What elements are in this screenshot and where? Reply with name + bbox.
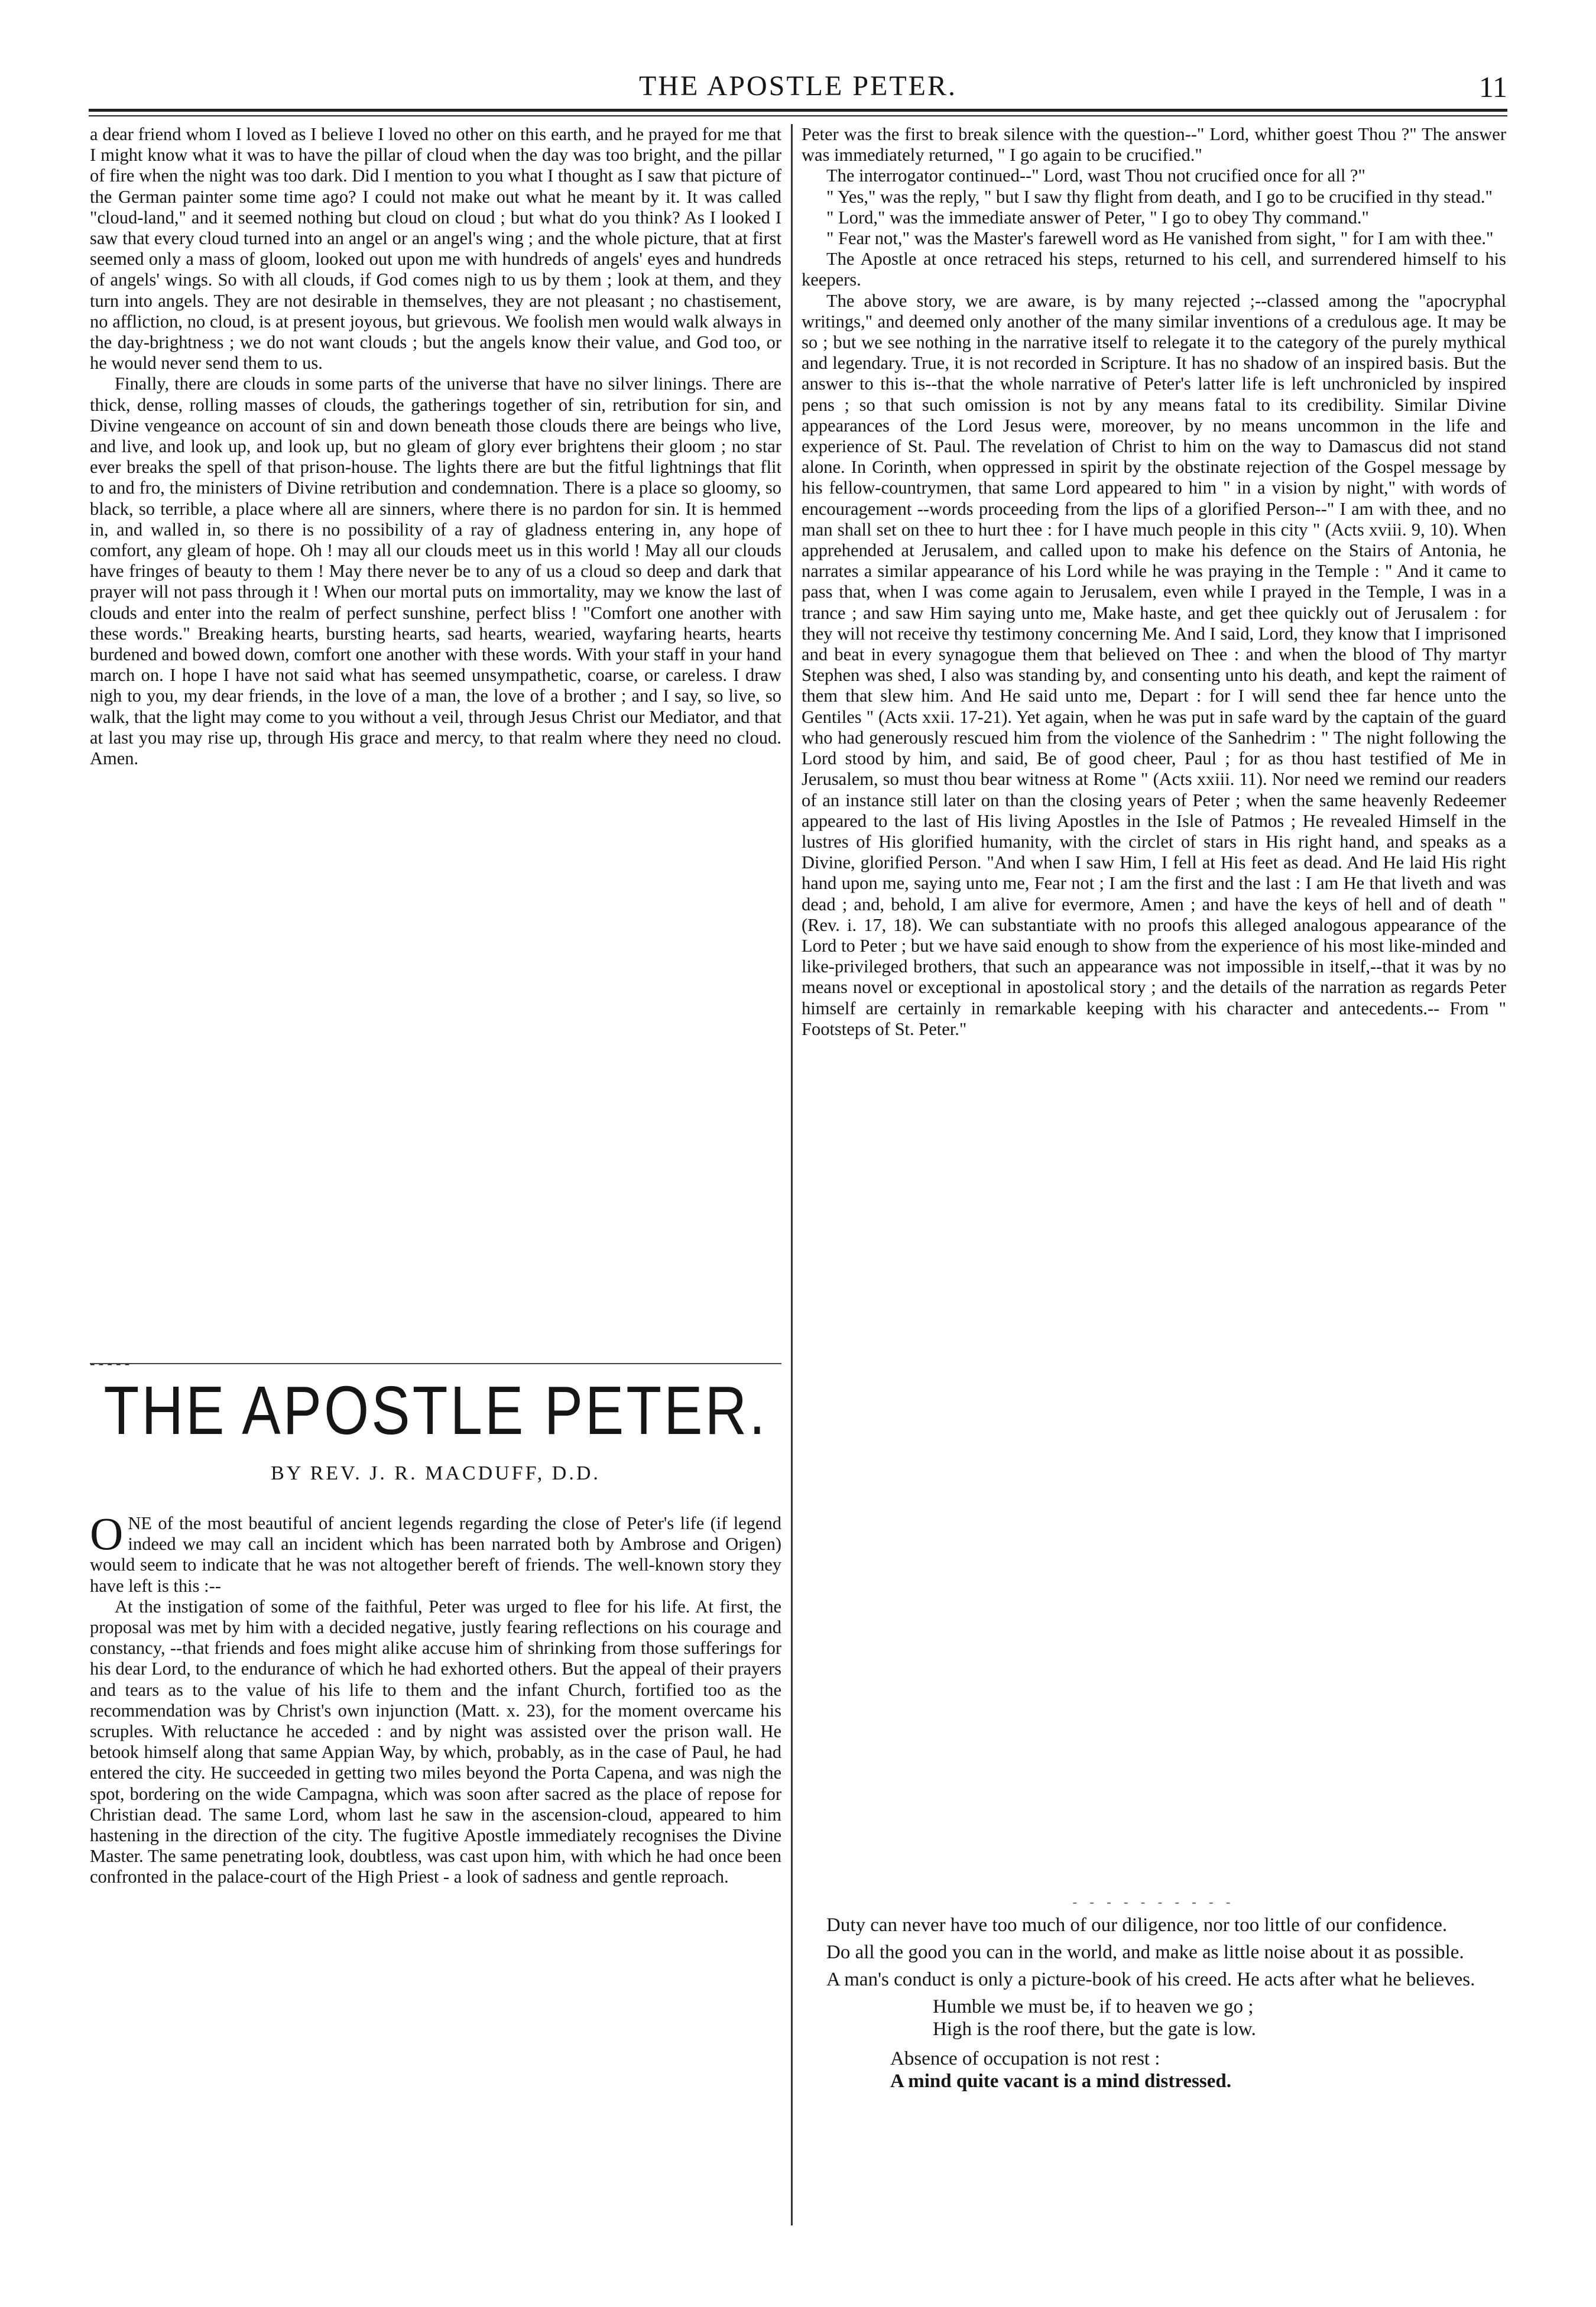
maxims-section — [802, 1914, 1506, 2092]
verse-line: Absence of occupation is not rest : — [890, 2048, 1160, 2069]
paragraph: " Lord," was the immediate answer of Peter, " I go to obey Thy command." — [826, 207, 1369, 228]
running-title: THE APOSTLE PETER. — [638, 70, 957, 102]
verse-line: High is the roof there, but the gate is low. — [933, 2019, 1256, 2040]
verse-line: A mind quite vacant is a mind distressed. — [890, 2071, 1231, 2092]
maxim: Duty can never have too much of our diligence, nor too little of our confidence. — [826, 1915, 1448, 1936]
right-column — [802, 124, 1506, 1040]
section-rule — [90, 1363, 781, 1364]
article-byline: BY REV. J. R. MACDUFF, D.D. — [271, 1462, 601, 1484]
paragraph: The above story, we are aware, is by many rejected ;--classed among the "apocryphal writings," and deemed only another of the many similar inventions of a credulous age. It may be so ; but we see nothing in the narrative itself to relegate it to the category of the purely mythical and legendary. True, it is not recorded in Scripture. It has no shadow of an inspired basis. But the answer to this is--that the whole narrative of Peter's latter life is left unchronicled by inspired pens ; so that such omission is not by any means fatal to its credibility. Similar Divine appearances of the Lord Jesus were, moreover, by no means uncommon in the life and experience of St. Paul. The revelation of Christ to him on the way to Damascus did not stand alone. In Corinth, when oppressed in spirit by the obstinate rejection of the Gospel message by his fellow-countrymen, that same Lord appeared to him " in a vision by night," with words of encouragement --words proceeding from the lips of a glorified Person--" I am with thee, and no man shall set on thee to hurt thee : for I have much people in this city " (Acts xviii. 9, 10). When apprehended at Jerusalem, and called upon to make his defence on the Stairs of Antonia, he narrates a similar appearance of his Lord while he was praying in the Temple : " And it came to pass that, when I was come again to Jerusalem, even while I prayed in the Temple, I was in a trance ; and saw Him saying unto me, Make haste, and get thee quickly out of Jerusalem : for they will not receive thy testimony concerning Me. And I said, Lord, they know that I imprisoned and beat in every synagogue them that believed on Thee : and when the blood of Thy martyr Stephen was shed, I also was standing by, and consenting unto his death, and kept the raiment of them that slew him. And He said unto me, Depart : for I will send thee far hence unto the Gentiles " (Acts xxii. 17-21). Yet again, when he was put in safe ward by the captain of the guard who had generously rescued him from the violence of the Sanhedrim : " The night following the Lord stood by him, and said, Be of good cheer, Paul ; for as thou hast testified of Me in Jerusalem, so must thou bear witness at Rome " (Acts xxiii. 11). Nor need we remind our readers of an instance still later on than the closing years of Peter ; when the same heavenly Redeemer appeared to the last of His living Apostles in the Isle of Patmos ; He revealed Himself in the lustres of His glorified humanity, with the circlet of stars in His right hand, and speaks as a Divine, glorified Person. "And when I saw Him, I fell at His feet as dead. And He laid His right hand upon me, saying unto me, Fear not ; I am the first and the last : I am He that liveth and was dead ; and, behold, I am alive for evermore, Amen ; and have the keys of hell and of death " (Rev. i. 17, 18). We can substantiate with no proofs this alleged analogous appearance of the Lord to Peter ; but we have said enough to show from the experience of his most like-minded and like-privileged brothers, that such an appearance was not impossible in itself,--that it was by no means novel or exceptional in apostolical story ; and the details of the narration as regards Peter himself are certainly in remarkable keeping with his character and antecedents.-- From " Footsteps of St. Peter." — [802, 290, 1506, 1039]
article-title: THE APOSTLE PETER. — [103, 1372, 768, 1449]
verse-line: Humble we must be, if to heaven we go ; — [933, 1996, 1254, 2017]
opening-text: NE of the most beautiful of ancient legends regarding the close of Peter's life (if legend indeed we may call an incident which has been narrated both by Ambrose and Origen) would seem to indicate that he was not altogether bereft of friends. The well-known story they have left is this :-- — [90, 1513, 781, 1596]
left-column-bottom — [90, 1508, 781, 1888]
maxim: Do all the good you can in the world, and make as little noise about it as possible. — [826, 1942, 1464, 1963]
column-divider — [791, 124, 793, 2225]
paragraph: The interrogator continued--" Lord, wast Thou not crucified once for all ?" — [826, 166, 1365, 186]
paragraph: " Yes," was the reply, " but I saw thy flight from death, and I go to be crucified in thy stead." — [826, 186, 1493, 207]
left-column-top — [90, 124, 781, 769]
paragraph: The Apostle at once retraced his steps, returned to his cell, and surrendered himself to his keepers. — [802, 249, 1506, 290]
opening-paragraph — [90, 1508, 781, 1597]
header-rule — [89, 109, 1507, 112]
paragraph: Finally, there are clouds in some parts of the universe that have no silver linings. There are thick, dense, rolling masses of clouds, the gatherings together of sin, retribution for sin, and Divine vengeance on account of sin and down beneath those clouds there are beings who live, and live, and look up, and look up, but no gleam of glory ever brightens their gloom ; no star ever breaks the spell of that prison-house. The lights there are but the fitful lightnings that flit to and fro, the ministers of Divine retribution and condemnation. There is a place so gloomy, so black, so terrible, a place where all are sinners, where there is no pardon for sin. It is hemmed in, and walled in, so there is no possibility of a ray of gladness entering in, any hope of comfort, any gleam of hope. Oh ! may all our clouds meet us in this world ! May all our clouds have fringes of beauty to them ! May there never be to any of us a cloud so deep and dark that prayer will not pass through it ! When our mortal puts on immortality, may we know the last of clouds and enter into the realm of perfect sunshine, perfect bliss ! "Comfort one another with these words." Breaking hearts, bursting hearts, sad hearts, wearied, wayfaring hearts, hearts burdened and bowed down, comfort one another with these words. With your staff in your hand march on. I hope I have not said what has seemed unsympathetic, coarse, or careless. I draw nigh to you, my dear friends, in the love of a man, the love of a brother ; and I say, so live, so walk, that the light may come to you without a veil, through Jesus Christ our Mediator, and that at last you may rise up, through His grace and mercy, to that realm where they need no cloud. Amen. — [90, 374, 781, 769]
header-rule-thin — [89, 115, 1507, 116]
page-number: 11 — [1478, 70, 1507, 103]
paragraph: " Fear not," was the Master's farewell word as He vanished from sight, " for I am with thee." — [826, 228, 1494, 249]
paragraph: Peter was the first to break silence with the question--" Lord, whither goest Thou ?" The answer was immediately returned, " I go again to be crucified." — [802, 124, 1506, 166]
paragraph: a dear friend whom I loved as I believe I loved no other on this earth, and he prayed for me that I might know what it was to have the pillar of cloud when the day was too bright, and the pillar of fire when the night was too dark. Did I mention to you what I thought as I saw that picture of the German painter some time ago? I could not make out what he meant by it. It was called "cloud-land," and it seemed nothing but cloud on cloud ; but what do you think? As I looked I saw that every cloud turned into an angel or an angel's wing ; and the whole picture, that at first seemed only a mass of gloom, looked out upon me with hundreds of angels' eyes and hundreds of angels' wings. So with all clouds, if God comes nigh to us by them ; look at them, and they turn into angels. They are not desirable in themselves, they are not pleasant ; no chastisement, no affliction, no cloud, is at present joyous, but grievous. We foolish men would walk always in the day-brightness ; we do not want clouds ; but the angels know their value, and God too, or he would never send them to us. — [90, 124, 781, 374]
drop-cap: O — [90, 1508, 124, 1559]
section-separator: ----- — [90, 1355, 134, 1372]
maxim: A man's conduct is only a picture-book of his creed. He acts after what he believes. — [826, 1969, 1475, 1990]
running-header — [89, 70, 1507, 104]
paragraph: At the instigation of some of the faithful, Peter was urged to flee for his life. At first, the proposal was met by him with a decided negative, justly fearing reflections on his courage and constancy, --that friends and foes might alike accuse him of shrinking from those sufferings for his dear Lord, to the endurance of which he had exhorted others. But the appeal of their prayers and tears as to the value of his life to them and the infant Church, fortified too as the recommendation was by Christ's own injunction (Matt. x. 23), for the moment overcame his scruples. With reluctance he acceded : and by night was assisted over the prison wall. He betook himself along that same Appian Way, by which, probably, as in the case of Paul, he had entered the city. He succeeded in getting two miles beyond the Porta Capena, and was nigh the spot, bordering on the wide Campagna, which was soon after sacred as the place of repose for Christian dead. The same Lord, whom last he saw in the ascension-cloud, appeared to him hastening in the direction of the city. The fugitive Apostle immediately recognises the Divine Master. The same penetrating look, doubtless, was cast upon him, with which he had once been confronted in the palace-court of the High Priest - a look of sadness and gentle reproach. — [90, 1596, 781, 1887]
section-separator-right: - - - - - - - - - - — [1072, 1894, 1235, 1909]
